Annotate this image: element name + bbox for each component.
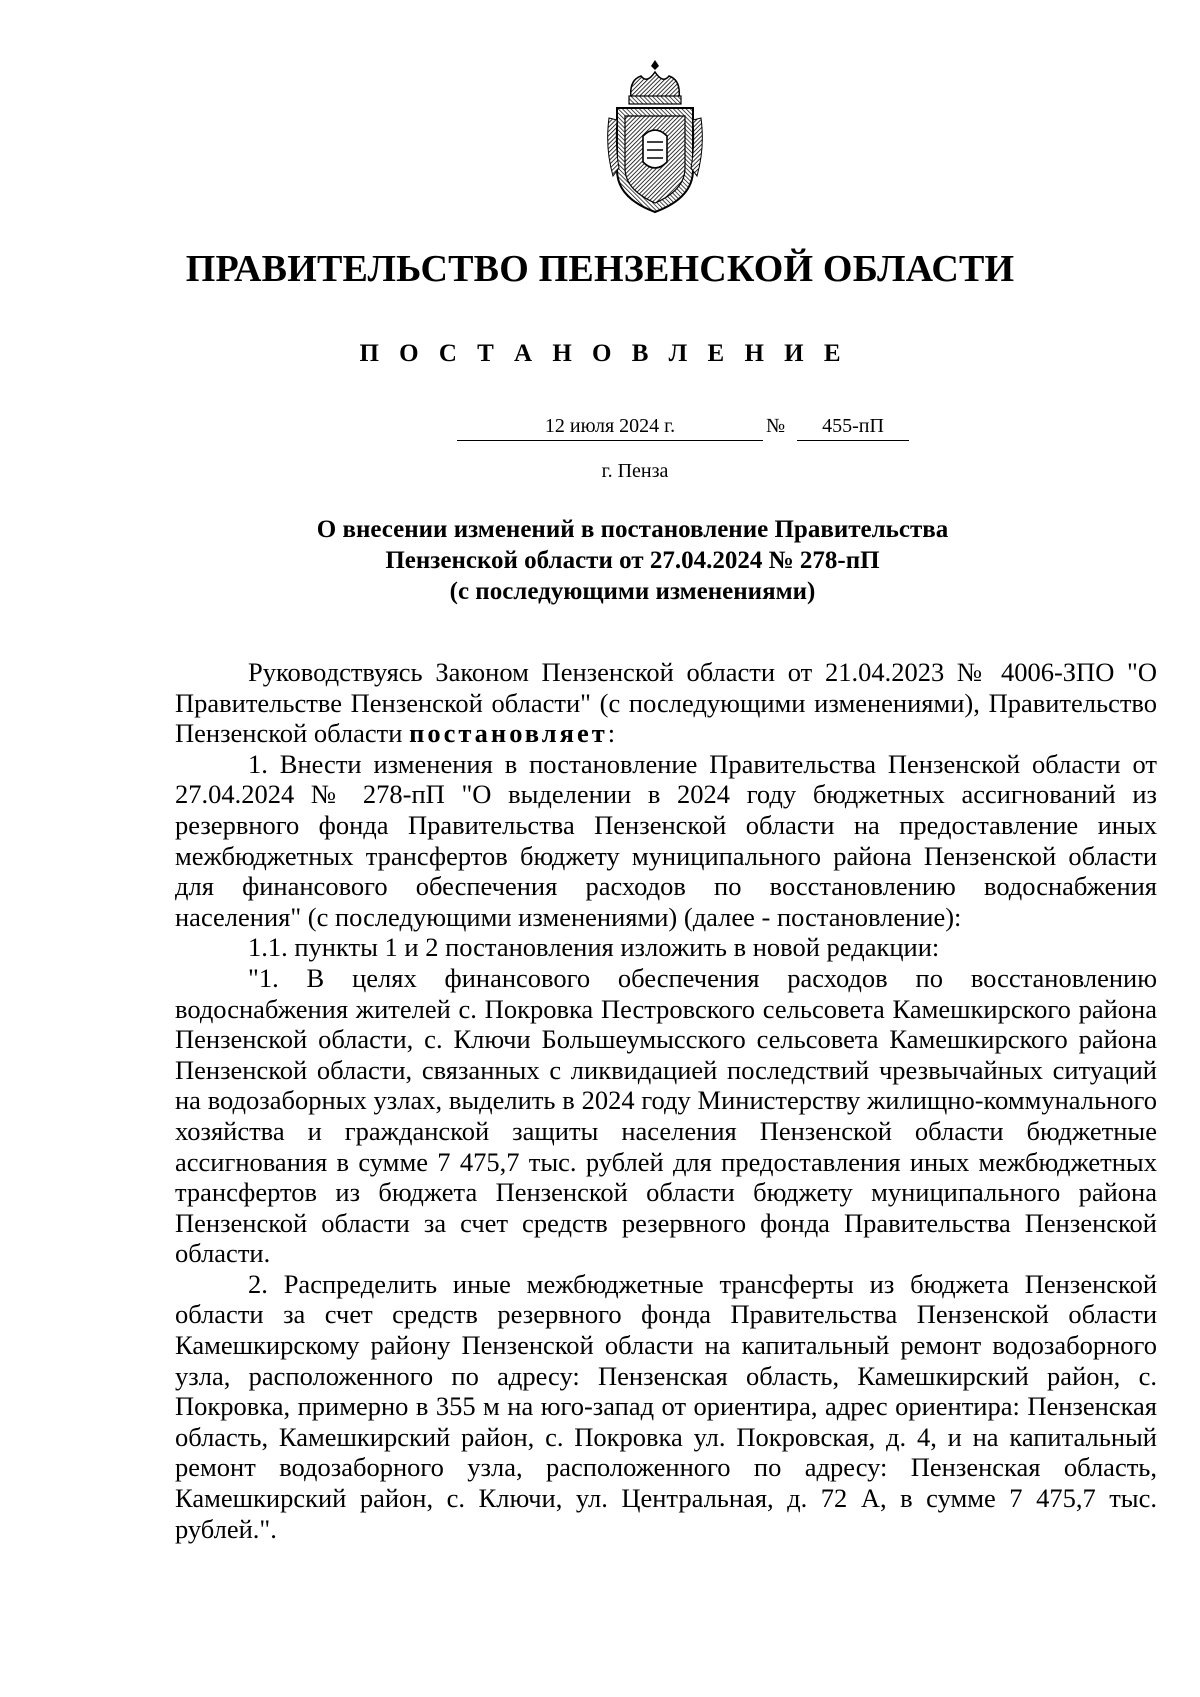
title-line-3: (с последующими изменениями) <box>449 578 816 605</box>
document-city: г. Пенза <box>601 460 669 482</box>
document-body <box>175 657 1157 1544</box>
item-1-1-paragraph: 1.1. пункты 1 и 2 постановления изложить в новой редакции: <box>248 932 940 963</box>
preamble-text: Руководствуясь Законом Пензенской области от 21.04.2023 № 4006-ЗПО "О Правительстве Пензенской области" (с последующими изменениями), Правительство Пензенской области <box>175 657 1157 749</box>
organization-name: ПРАВИТЕЛЬСТВО ПЕНЗЕНСКОЙ ОБЛАСТИ <box>185 248 1015 290</box>
quoted-item-2-paragraph: 2. Распределить иные межбюджетные трансферты из бюджета Пензенской области за счет средств резервного фонда Правительства Пензенской области Камешкирскому району Пензенской области на капитальный ремонт водозаборного узла, расположенного по адресу: Пензенская область, Камешкирский район, с. Покровка, примерно в 355 м на юго-запад от ориентира, адрес ориентира: Пензенская область, Камешкирский район, с. Покровка ул. Покровская, д. 4, и на капитальный ремонт водозаборного узла, расположенного по адресу: Пензенская область, Камешкирский район, с. Ключи, ул. Центральная, д. 72 А, в сумме 7 475,7 тыс. рублей.". <box>175 1268 1157 1544</box>
preamble-end: : <box>607 718 616 749</box>
number-sign: № <box>766 415 786 437</box>
quoted-item-1-paragraph: "1. В целях финансового обеспечения расходов по восстановлению водоснабжения жителей с. Покровка Пестровского сельсовета Камешкирского района Пензенской области, с. Ключи Большеумысского сельсовета Камешкирского района Пензенской области, связанных с ликвидацией последствий чрезвычайных ситуаций на водозаборных узлах, выделить в 2024 году Министерству жилищно-коммунального хозяйства и гражданской защиты населения Пензенской области бюджетные ассигнования в сумме 7 475,7 тыс. рублей для предоставления иных межбюджетных трансфертов из бюджета Пензенской области бюджету муниципального района Пензенской области за счет средств резервного фонда Правительства Пензенской области. <box>175 962 1157 1269</box>
title-line-2: Пензенской области от 27.04.2024 № 278-пП <box>385 547 880 574</box>
document-date: 12 июля 2024 г. <box>457 415 763 441</box>
preamble-keyword: постановляет <box>409 718 608 749</box>
title-line-1: О внесении изменений в постановление Правительства <box>316 516 949 543</box>
preamble-paragraph <box>175 657 1157 749</box>
item-1-paragraph: 1. Внести изменения в постановление Правительства Пензенской области от 27.04.2024 № 278-пП "О выделении в 2024 году бюджетных ассигнований из резервного фонда Правительства Пензенской области на предоставление иных межбюджетных трансфертов бюджету муниципального района Пензенской области для финансового обеспечения расходов по восстановлению водоснабжения населения" (с последующими изменениями) (далее - постановление): <box>175 748 1157 932</box>
document-title <box>0 514 1200 607</box>
document-type: П О С Т А Н О В Л Е Н И Е <box>359 340 848 367</box>
document-number: 455-пП <box>797 415 909 441</box>
penza-coat-of-arms-icon <box>605 58 705 216</box>
